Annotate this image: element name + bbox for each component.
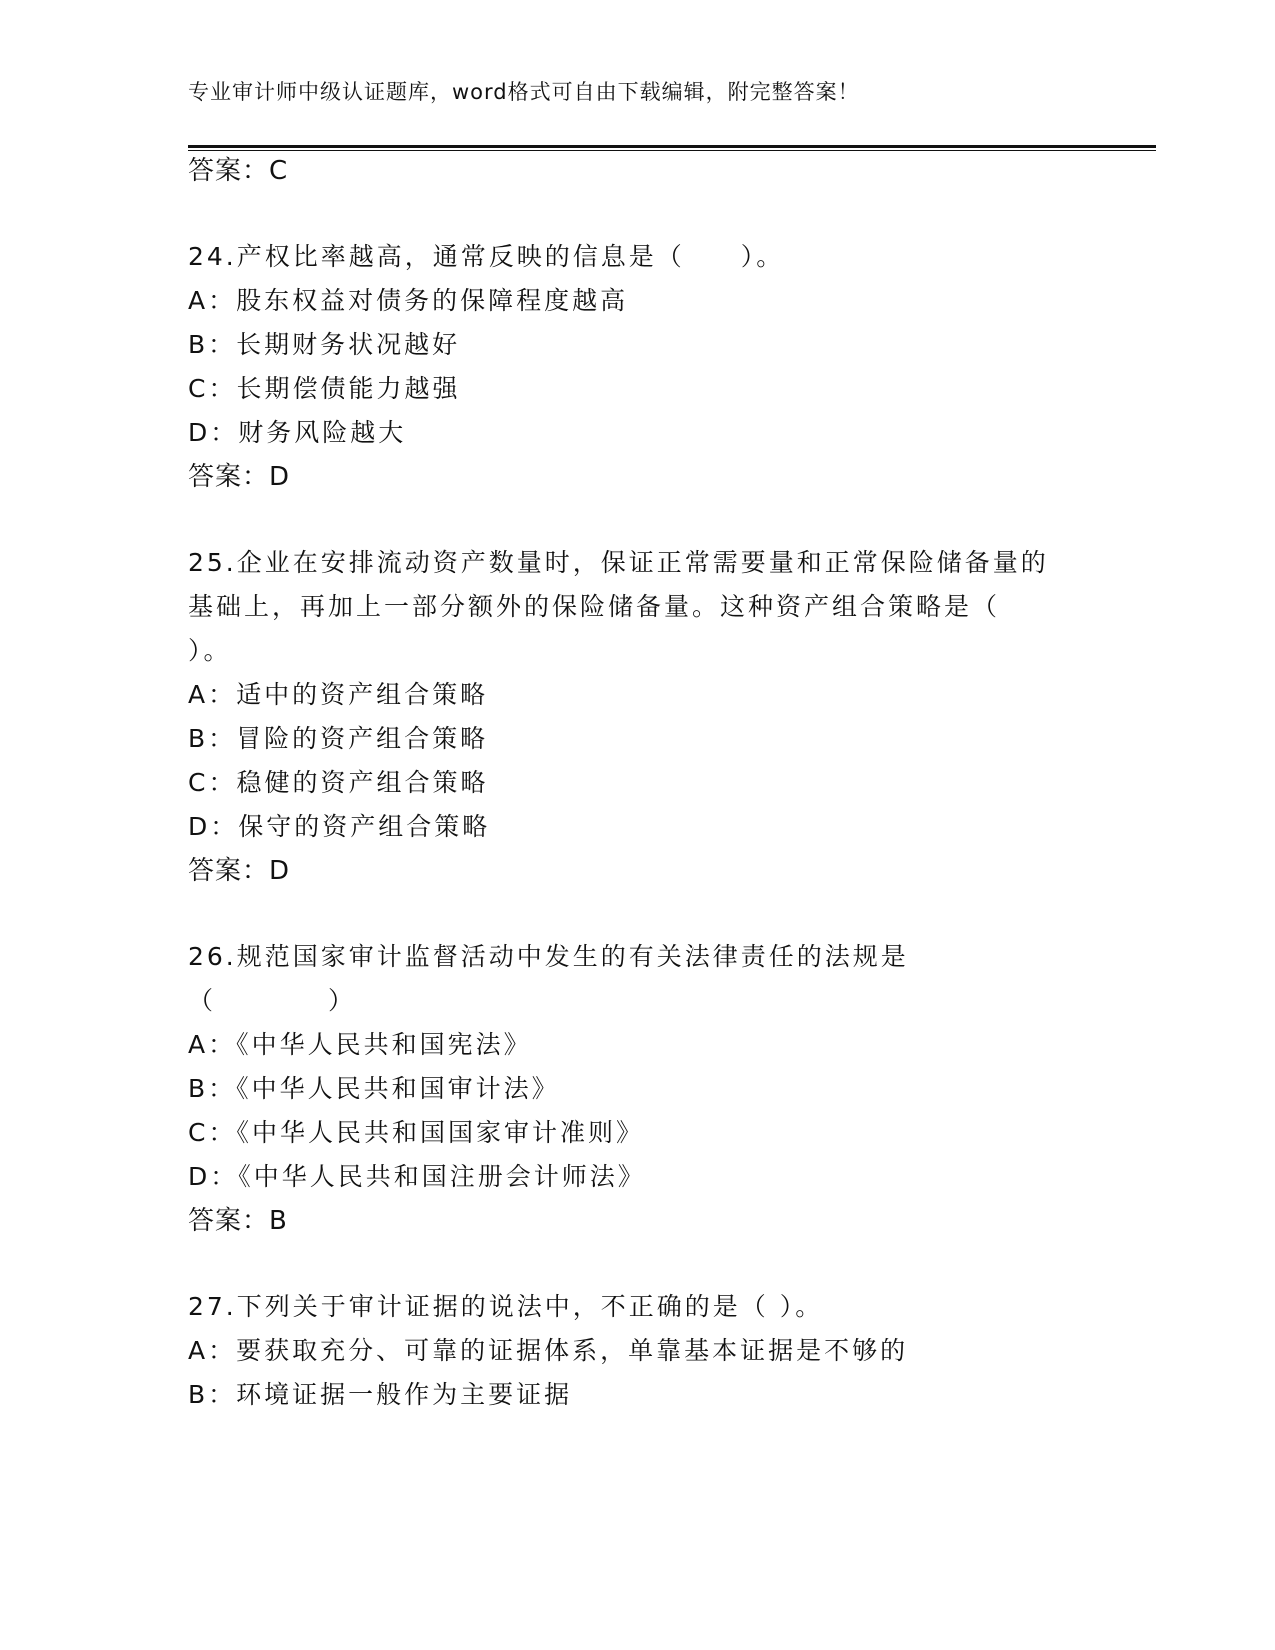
q25-option-b: B：冒险的资产组合策略 [188, 724, 489, 753]
q26-option-d: D：《中华人民共和国注册会计师法》 [188, 1162, 646, 1191]
q26-stem-line-2: （ ） [188, 986, 357, 1015]
q25-option-a: A：适中的资产组合策略 [188, 680, 489, 709]
header-rule-thin [188, 150, 1156, 151]
q25-option-c: C：稳健的资产组合策略 [188, 768, 489, 797]
q24-option-b: B：长期财务状况越好 [188, 330, 461, 359]
q26-option-c: C：《中华人民共和国国家审计准则》 [188, 1118, 644, 1147]
answer-prev: 答案：C [188, 156, 289, 186]
q24-answer: 答案：D [188, 462, 291, 492]
q25-stem-line-3: ）。 [188, 636, 232, 665]
q26-option-a: A：《中华人民共和国宪法》 [188, 1030, 532, 1059]
q26-stem-line-1: 26.规范国家审计监督活动中发生的有关法律责任的法规是 [188, 942, 909, 971]
q26-option-b: B：《中华人民共和国审计法》 [188, 1074, 560, 1103]
q27-option-a: A：要获取充分、可靠的证据体系，单靠基本证据是不够的 [188, 1336, 909, 1365]
q24-stem-line-1: 24.产权比率越高，通常反映的信息是（ ）。 [188, 242, 785, 271]
q24-option-a: A：股东权益对债务的保障程度越高 [188, 286, 629, 315]
q27-option-b: B：环境证据一般作为主要证据 [188, 1380, 573, 1409]
q25-answer: 答案：D [188, 856, 291, 886]
q24-option-c: C：长期偿债能力越强 [188, 374, 461, 403]
page-header: 专业审计师中级认证题库，word格式可自由下载编辑，附完整答案！ [188, 80, 860, 104]
q24-option-d: D：财务风险越大 [188, 418, 407, 447]
q25-option-d: D：保守的资产组合策略 [188, 812, 491, 841]
q25-stem-line-1: 25.企业在安排流动资产数量时，保证正常需要量和正常保险储备量的 [188, 548, 1049, 577]
q27-stem-line-1: 27.下列关于审计证据的说法中，不正确的是（ ）。 [188, 1292, 824, 1321]
q26-answer: 答案：B [188, 1206, 288, 1236]
q25-stem-line-2: 基础上，再加上一部分额外的保险储备量。这种资产组合策略是（ [188, 592, 1001, 621]
header-rule-thick [188, 145, 1156, 148]
